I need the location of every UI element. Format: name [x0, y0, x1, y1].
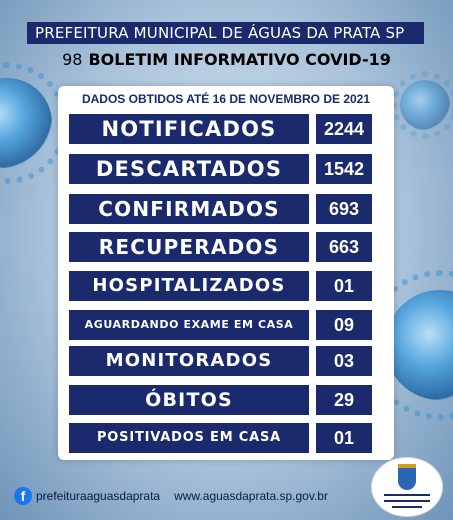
stat-value: 01: [316, 271, 372, 301]
coronavirus-icon: [385, 290, 453, 400]
stat-label: DESCARTADOS: [69, 154, 309, 184]
stat-label: ÓBITOS: [69, 385, 309, 415]
municipal-seal-icon: [371, 457, 443, 517]
facebook-icon: f: [14, 487, 32, 505]
stat-value: 693: [316, 194, 372, 224]
stat-value: 2244: [316, 114, 372, 144]
bulletin-title: [0, 50, 453, 69]
stat-value: 09: [316, 310, 372, 340]
stat-label: RECUPERADOS: [69, 232, 309, 262]
facebook-handle[interactable]: prefeituraaguasdaprata: [36, 489, 161, 503]
stat-label: NOTIFICADOS: [69, 114, 309, 144]
stat-value: 03: [316, 346, 372, 376]
stat-label: CONFIRMADOS: [69, 194, 309, 224]
stat-value: 01: [316, 423, 372, 453]
stat-value: 1542: [316, 154, 372, 184]
date-label: DADOS OBTIDOS ATÉ 16 DE NOVEMBRO DE 2021: [81, 92, 371, 106]
website-link[interactable]: www.aguasdaprata.sp.gov.br: [174, 489, 328, 503]
stat-label: AGUARDANDO EXAME EM CASA: [69, 310, 309, 340]
footer: [14, 487, 328, 505]
stat-value: 29: [316, 385, 372, 415]
stat-label: POSITIVADOS EM CASA: [69, 423, 309, 453]
bulletin-number: 98: [62, 50, 83, 69]
coronavirus-icon: [0, 78, 52, 168]
crest-icon: [398, 464, 416, 490]
bulletin-name: BOLETIM INFORMATIVO COVID-19: [88, 50, 391, 69]
coronavirus-icon: [400, 80, 450, 130]
page-header: PREFEITURA MUNICIPAL DE ÁGUAS DA PRATA SP: [27, 22, 424, 44]
stat-label: HOSPITALIZADOS: [69, 271, 309, 301]
stat-label: MONITORADOS: [69, 346, 309, 376]
stat-value: 663: [316, 232, 372, 262]
stats-panel: [58, 86, 394, 460]
